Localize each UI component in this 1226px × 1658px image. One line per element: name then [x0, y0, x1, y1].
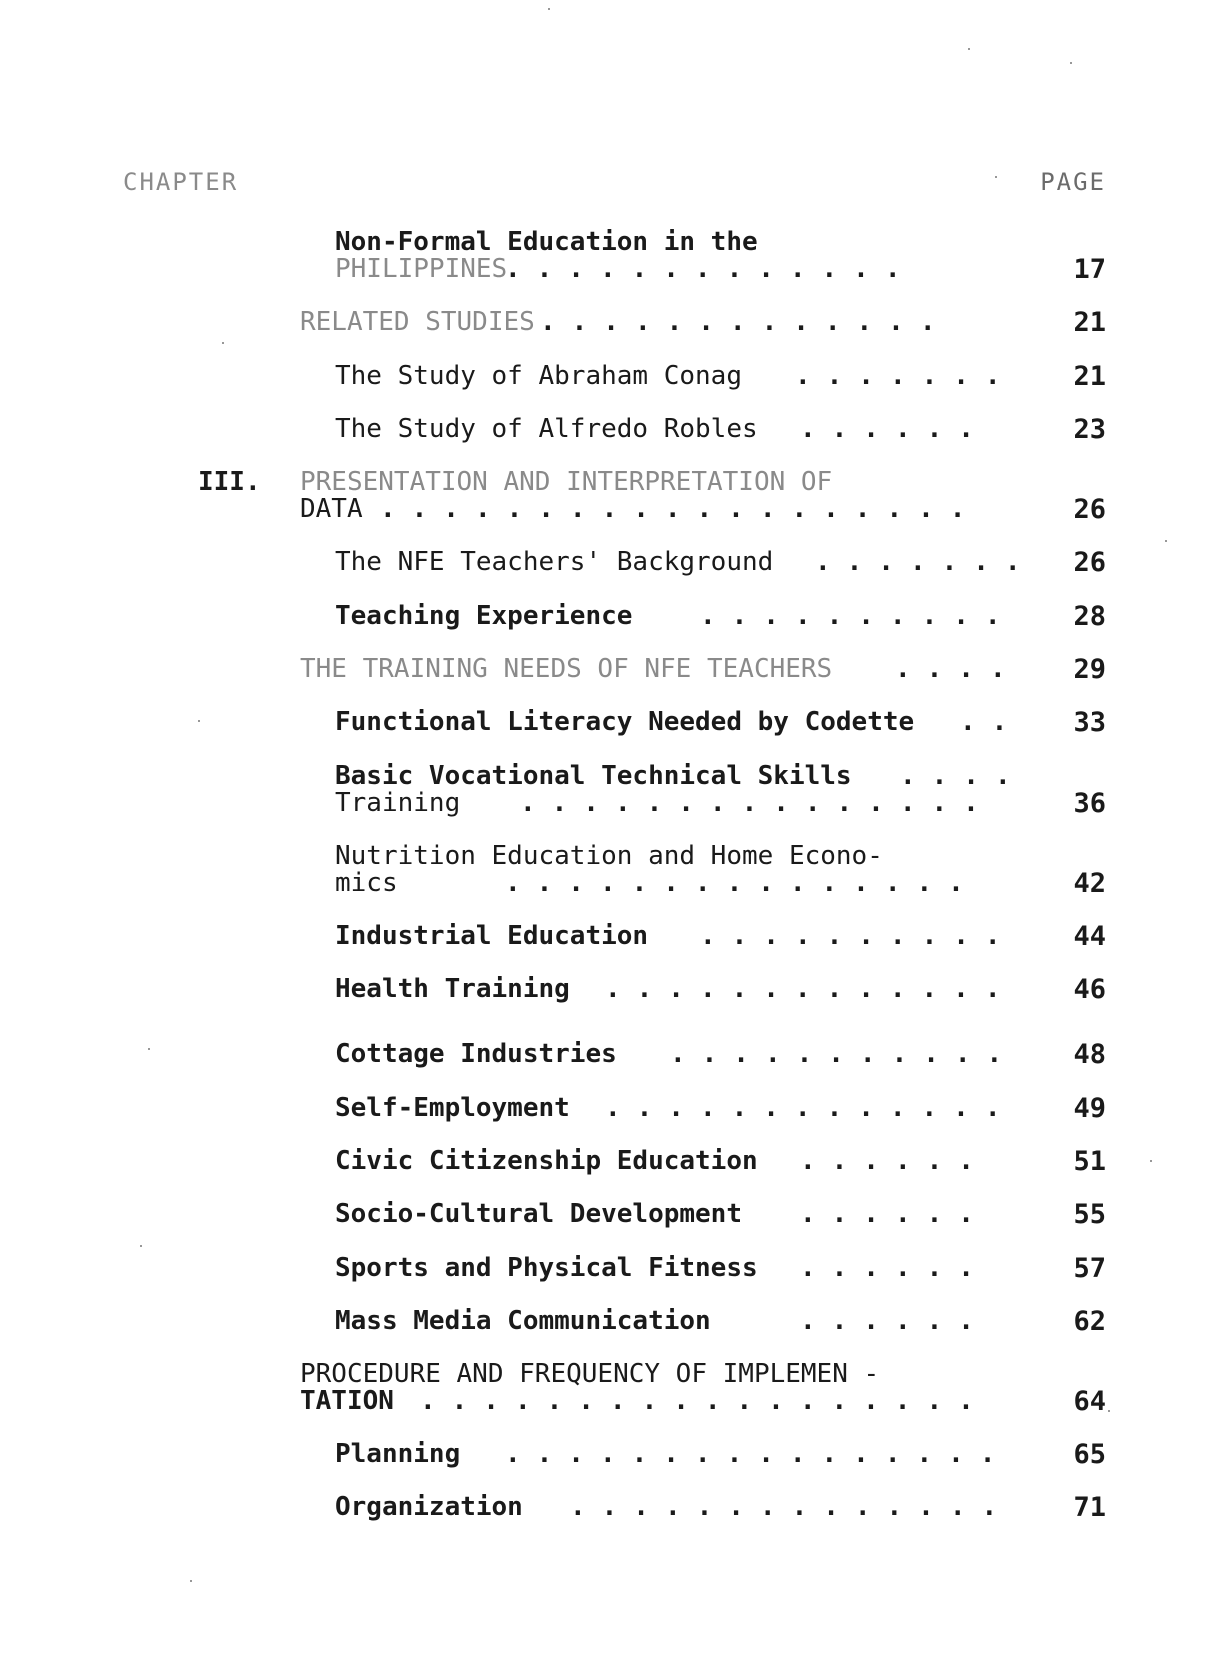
dot-leader: .......... [700, 921, 1017, 951]
dot-leader: .............. [570, 1492, 1014, 1522]
entry-title: PROCEDURE AND FREQUENCY OF IMPLEMEN - [300, 1359, 880, 1389]
entry-title: Civic Citizenship Education [335, 1146, 758, 1176]
chapter-column-header: CHAPTER [123, 168, 239, 196]
scan-speck [968, 48, 970, 50]
page-number: 55 [1073, 1199, 1106, 1230]
entry-title-continued: TATION [300, 1386, 394, 1416]
page-number: 23 [1073, 414, 1106, 445]
scan-speck [1165, 540, 1167, 542]
dot-leader: ...... [800, 1306, 990, 1336]
scan-speck [190, 1580, 192, 1582]
scan-speck [1150, 1160, 1152, 1162]
page-number: 51 [1073, 1146, 1106, 1177]
entry-title: Nutrition Education and Home Econo- [335, 841, 883, 871]
page-number: 42 [1073, 868, 1106, 899]
page-number: 21 [1073, 361, 1106, 392]
page-number: 62 [1073, 1306, 1106, 1337]
chapter-number: III. [198, 467, 261, 497]
page-number: 44 [1073, 921, 1106, 952]
scan-speck [222, 342, 224, 344]
dot-leader: ............... [505, 868, 980, 898]
dot-leader: ............. [505, 254, 917, 284]
entry-title: Planning [335, 1439, 461, 1469]
dot-leader: .... [895, 654, 1022, 684]
page-number: 21 [1073, 307, 1106, 338]
dot-leader: ....... [795, 361, 1017, 391]
entry-title: THE TRAINING NEEDS OF NFE TEACHERS [300, 654, 833, 684]
dot-leader: .... [900, 761, 1027, 791]
entry-title: Mass Media Communication [335, 1306, 711, 1336]
page-number: 17 [1073, 254, 1106, 285]
dot-leader: ...... [800, 414, 990, 444]
dot-leader: ............. [540, 307, 952, 337]
entry-title: The NFE Teachers' Background [335, 547, 774, 577]
dot-leader: .. [960, 707, 1024, 737]
page-number: 26 [1073, 494, 1106, 525]
page-number: 48 [1073, 1039, 1106, 1070]
entry-title: Basic Vocational Technical Skills [335, 761, 852, 791]
dot-leader: ........... [670, 1039, 1019, 1069]
entry-title-continued: mics [335, 868, 398, 898]
scan-speck [1070, 62, 1072, 64]
page-number: 33 [1073, 707, 1106, 738]
dot-leader: ...... [800, 1253, 990, 1283]
entry-title: Teaching Experience [335, 601, 633, 631]
dot-leader: .................. [420, 1386, 990, 1416]
page-number: 46 [1073, 974, 1106, 1005]
page-number: 64 [1073, 1386, 1106, 1417]
dot-leader: ................... [380, 494, 982, 524]
page-number: 29 [1073, 654, 1106, 685]
page-number: 57 [1073, 1253, 1106, 1284]
entry-title: Organization [335, 1492, 523, 1522]
page-number: 36 [1073, 788, 1106, 819]
dot-leader: ................ [505, 1439, 1012, 1469]
scan-speck [140, 1245, 142, 1247]
entry-title-continued: PHILIPPINES [335, 254, 508, 284]
entry-title: Cottage Industries [335, 1039, 617, 1069]
scan-speck [148, 1048, 150, 1050]
entry-title: Self-Employment [335, 1093, 570, 1123]
entry-title-continued: Training [335, 788, 461, 818]
page-column-header: PAGE [1040, 168, 1106, 196]
page-number: 49 [1073, 1093, 1106, 1124]
entry-title: Functional Literacy Needed by Codette [335, 707, 915, 737]
page-number: 65 [1073, 1439, 1106, 1470]
entry-title: The Study of Alfredo Robles [335, 414, 758, 444]
entry-title: The Study of Abraham Conag [335, 361, 742, 391]
entry-title: Industrial Education [335, 921, 649, 951]
dot-leader: ............. [605, 1093, 1017, 1123]
entry-title: Sports and Physical Fitness [335, 1253, 758, 1283]
entry-title: Non-Formal Education in the [335, 227, 758, 257]
scan-speck [995, 176, 997, 178]
scan-speck [1108, 1410, 1110, 1412]
dot-leader: ............... [520, 788, 995, 818]
dot-leader: ...... [800, 1146, 990, 1176]
page-number: 71 [1073, 1492, 1106, 1523]
dot-leader: .......... [700, 601, 1017, 631]
entry-title: RELATED STUDIES [300, 307, 535, 337]
scan-speck [548, 8, 550, 10]
entry-title: Socio-Cultural Development [335, 1199, 742, 1229]
dot-leader: ....... [815, 547, 1037, 577]
page-number: 26 [1073, 547, 1106, 578]
dot-leader: ...... [800, 1199, 990, 1229]
page-number: 28 [1073, 601, 1106, 632]
entry-title: PRESENTATION AND INTERPRETATION OF [300, 467, 833, 497]
scan-speck [198, 720, 200, 722]
entry-title: Health Training [335, 974, 570, 1004]
entry-title-continued: DATA [300, 494, 363, 524]
dot-leader: ............. [605, 974, 1017, 1004]
